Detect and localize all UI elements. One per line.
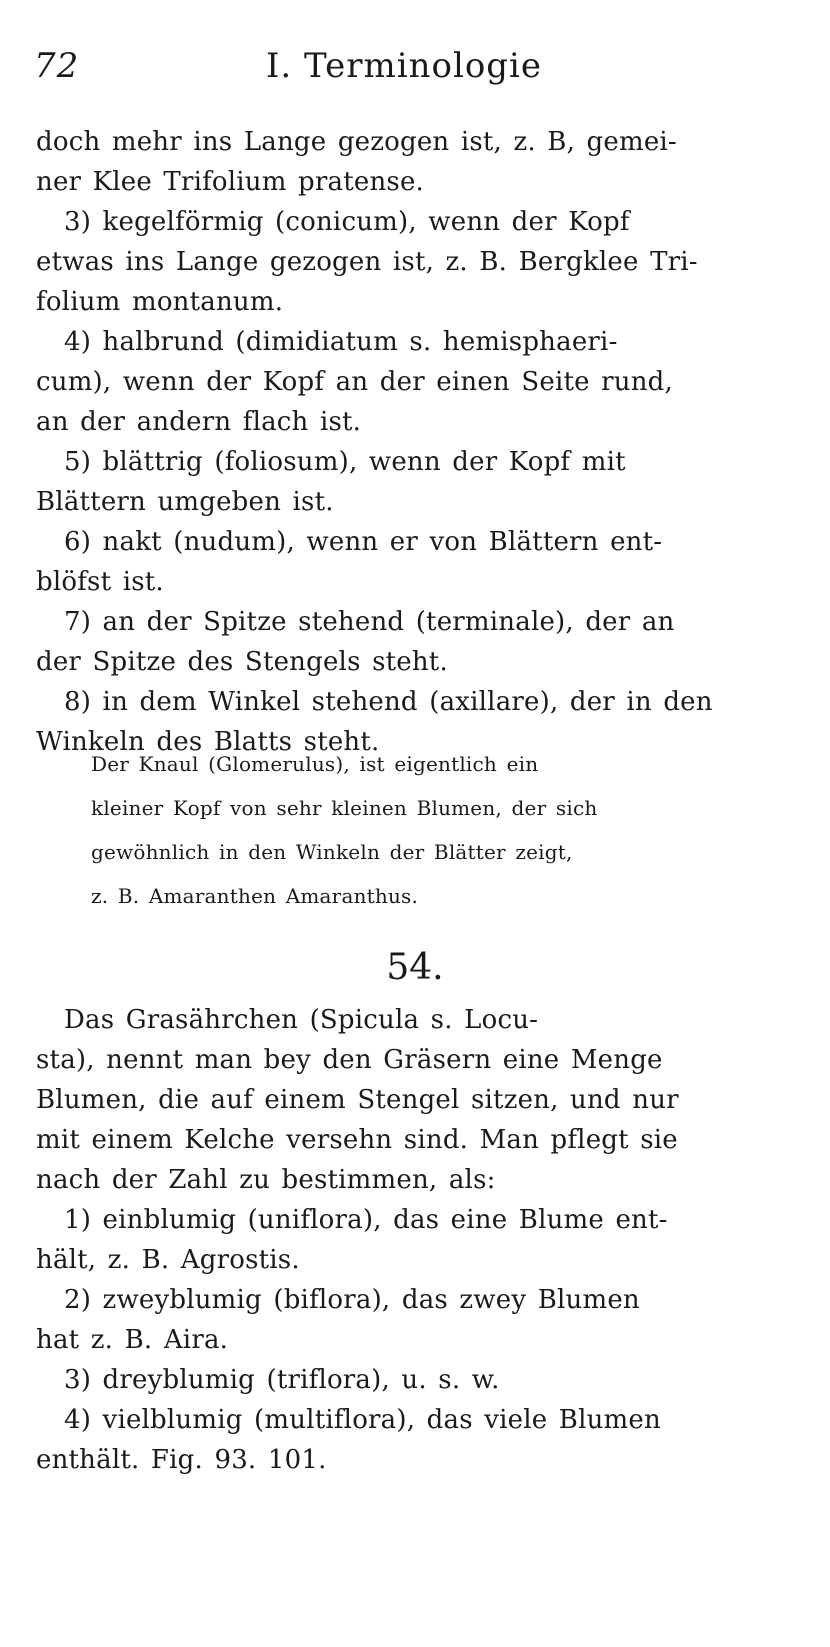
page-number: 72	[34, 46, 80, 86]
list-item-4: 4) vielblumig (multiflora), das viele Blumen	[64, 1405, 661, 1435]
list-item-3: 3) kegelförmig (conicum), wenn der Kopf	[64, 207, 630, 237]
text-line: hat z. B. Aira.	[36, 1325, 229, 1355]
text-line: Blättern umgeben ist.	[36, 487, 334, 517]
section-number: 54.	[386, 947, 444, 988]
paragraph-block-2	[36, 1000, 796, 1480]
list-item-8: 8) in dem Winkel stehend (axillare), der in den	[64, 687, 713, 717]
list-item-6: 6) nakt (nudum), wenn er von Blättern ent-	[64, 527, 663, 557]
text-line: folium montanum.	[36, 287, 284, 317]
note-line: gewöhnlich in den Winkeln der Blätter zeigt,	[91, 840, 573, 864]
text-line: mit einem Kelche versehn sind. Man pflegt sie	[36, 1125, 678, 1155]
text-line: hält, z. B. Agrostis.	[36, 1245, 300, 1275]
list-item-4: 4) halbrund (dimidiatum s. hemisphaeri-	[64, 327, 618, 357]
note-line: Der Knaul (Glomerulus), ist eigentlich ein	[91, 752, 539, 776]
running-head: I. Terminologie	[266, 46, 543, 86]
text-line: doch mehr ins Lange gezogen ist, z. B, gemei-	[36, 127, 677, 157]
note-block	[36, 742, 796, 918]
text-line: enthält. Fig. 93. 101.	[36, 1445, 327, 1475]
page-header	[34, 46, 794, 96]
text-line: cum), wenn der Kopf an der einen Seite rund,	[36, 367, 673, 397]
paragraph-start: Das Grasährchen (Spicula s. Locu-	[64, 1005, 539, 1035]
list-item-7: 7) an der Spitze stehend (terminale), der an	[64, 607, 675, 637]
text-line: Winkeln des Blatts steht.	[36, 727, 380, 757]
paragraph-block-1	[36, 122, 796, 762]
text-line: Blumen, die auf einem Stengel sitzen, und nur	[36, 1085, 679, 1115]
list-item-5: 5) blättrig (foliosum), wenn der Kopf mit	[64, 447, 626, 477]
text-line: sta), nennt man bey den Gräsern eine Menge	[36, 1045, 663, 1075]
list-item-3: 3) dreyblumig (triflora), u. s. w.	[64, 1365, 500, 1395]
text-line: etwas ins Lange gezogen ist, z. B. Bergklee Tri-	[36, 247, 698, 277]
text-line: der Spitze des Stengels steht.	[36, 647, 448, 677]
text-line: blöfst ist.	[36, 567, 164, 597]
list-item-1: 1) einblumig (uniflora), das eine Blume ent-	[64, 1205, 668, 1235]
note-line: z. B. Amaranthen Amaranthus.	[91, 884, 419, 908]
text-line: an der andern flach ist.	[36, 407, 362, 437]
text-line: ner Klee Trifolium pratense.	[36, 167, 425, 197]
text-line: nach der Zahl zu bestimmen, als:	[36, 1165, 496, 1195]
list-item-2: 2) zweyblumig (biflora), das zwey Blumen	[64, 1285, 640, 1315]
note-line: kleiner Kopf von sehr kleinen Blumen, der sich	[91, 796, 598, 820]
